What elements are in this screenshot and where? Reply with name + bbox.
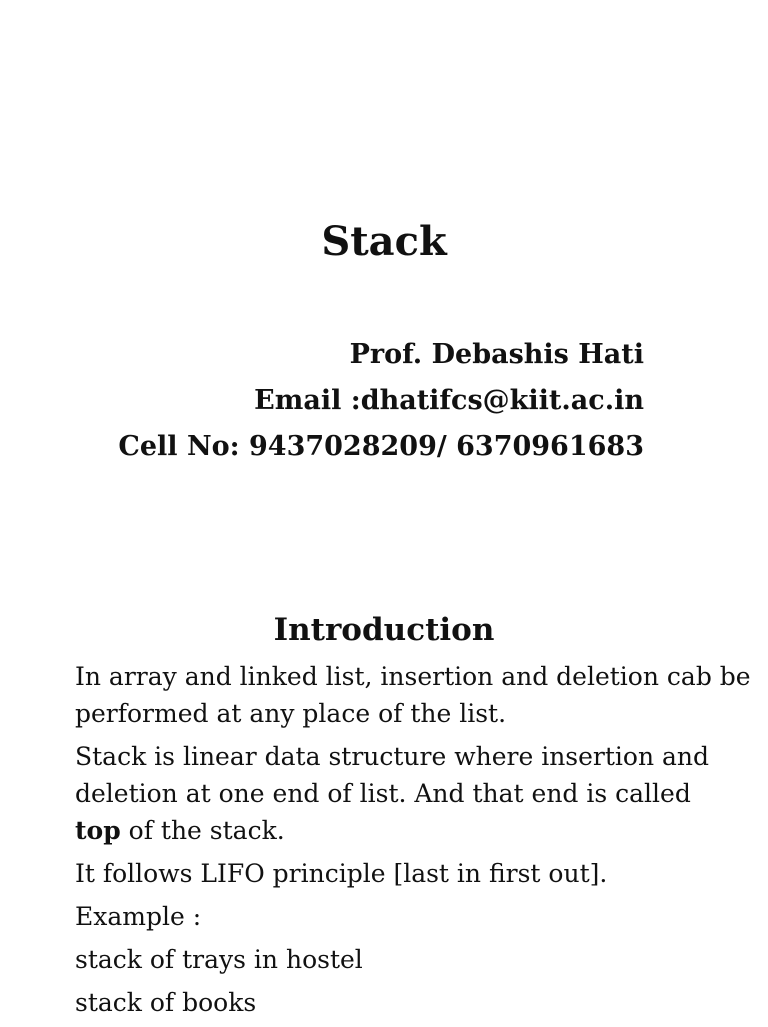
author-info: [118, 332, 644, 470]
section-heading: Introduction: [273, 612, 495, 648]
example-books: stack of books: [75, 988, 257, 1017]
author-email: Email :dhatifcs@kiit.ac.in: [254, 385, 644, 416]
paragraph-lifo: It follows LIFO principle [last in first out].: [75, 859, 608, 888]
section-body: [75, 658, 755, 1027]
keyword-top: top: [75, 816, 121, 845]
stack-definition-tail: of the stack.: [120, 816, 285, 845]
paragraph-stack-definition: [75, 738, 755, 849]
paragraph-example-label: Example :: [75, 902, 202, 931]
example-trays: stack of trays in hostel: [75, 945, 363, 974]
author-cell: Cell No: 9437028209/ 6370961683: [118, 431, 644, 462]
stack-definition-text: Stack is linear data structure where insertion and deletion at one end of list. And that end is called: [75, 742, 710, 808]
author-name: Prof. Debashis Hati: [349, 339, 644, 370]
document-title: Stack: [321, 218, 447, 265]
paragraph-array-linked-list: In array and linked list, insertion and deletion cab be performed at any place of the list.: [75, 662, 751, 728]
